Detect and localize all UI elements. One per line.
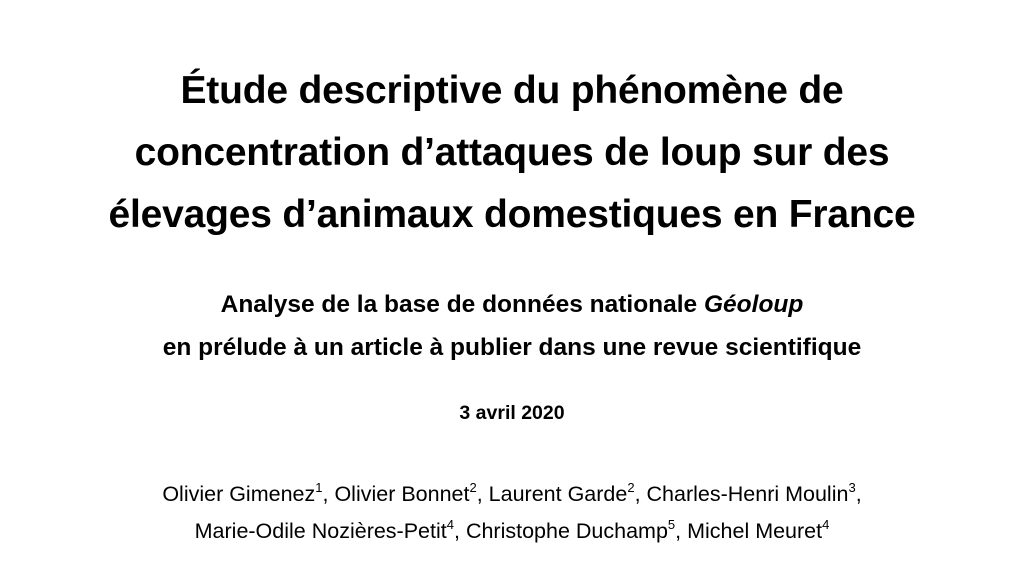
affiliation-marker: 4 xyxy=(446,516,454,532)
affiliation-marker: 2 xyxy=(469,479,477,495)
author-name: Laurent Garde xyxy=(488,482,628,506)
document-title xyxy=(0,60,1024,246)
author-name: Olivier Bonnet xyxy=(334,482,470,506)
author-line-2 xyxy=(0,513,1024,550)
author-line-1 xyxy=(0,476,1024,513)
author-name: Michel Meuret xyxy=(687,519,823,543)
author-separator: , xyxy=(675,519,688,543)
affiliation-marker: 1 xyxy=(315,479,323,495)
subtitle-line-1 xyxy=(0,283,1024,326)
affiliation-marker: 4 xyxy=(822,516,830,532)
affiliation-marker: 5 xyxy=(667,516,676,532)
author-separator: , xyxy=(855,482,862,506)
author-separator: , xyxy=(322,482,335,506)
affiliation-marker: 2 xyxy=(627,479,635,495)
subtitle-database-name: Géoloup xyxy=(704,291,804,318)
title-line-2: concentration d’attaques de loup sur des xyxy=(134,131,890,174)
title-line-1: Étude descriptive du phénomène de xyxy=(180,69,844,112)
title-line-3: élevages d’animaux domestiques en France xyxy=(108,193,916,236)
author-separator: , xyxy=(634,482,647,506)
author-name: Marie-Odile Nozières-Petit xyxy=(194,519,447,543)
subtitle-text: Analyse de la base de données nationale xyxy=(220,291,704,318)
subtitle-line-2: en prélude à un article à publier dans une revue scientifique xyxy=(162,334,862,361)
author-name: Olivier Gimenez xyxy=(162,482,316,506)
author-list xyxy=(0,476,1024,550)
author-separator: , xyxy=(453,519,466,543)
author-separator: , xyxy=(476,482,489,506)
author-name: Charles-Henri Moulin xyxy=(646,482,849,506)
document-subtitle xyxy=(0,283,1024,369)
document-date: 3 avril 2020 xyxy=(459,402,565,424)
author-name: Christophe Duchamp xyxy=(465,519,668,543)
affiliation-marker: 3 xyxy=(848,479,856,495)
